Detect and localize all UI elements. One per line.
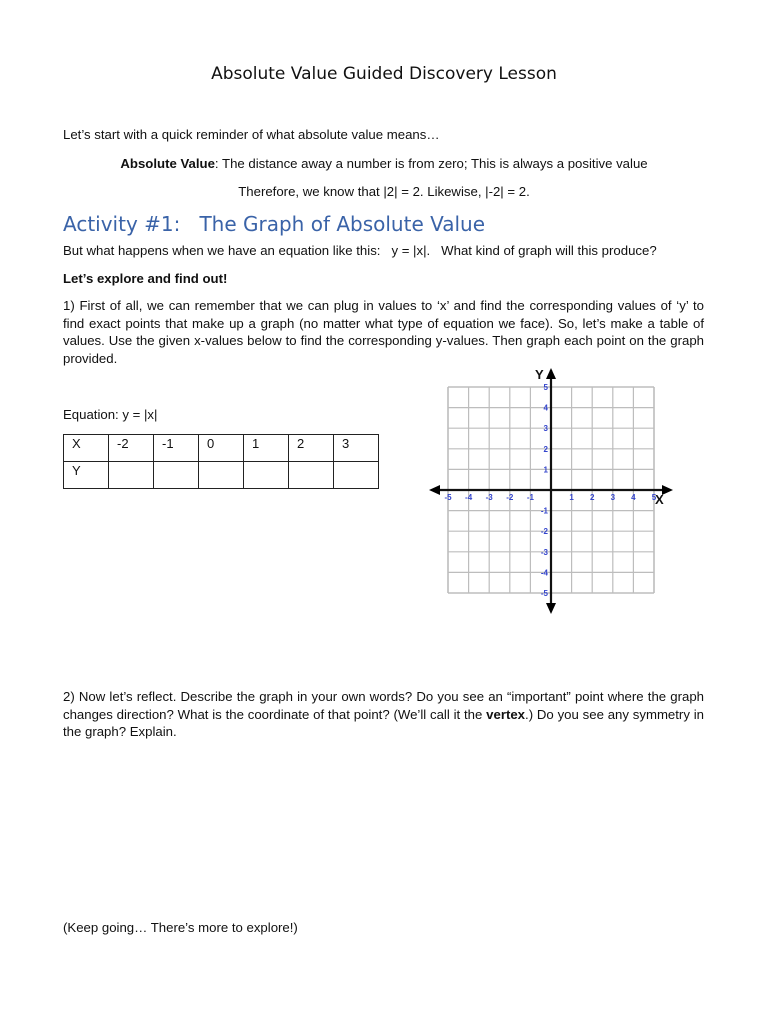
y-tick-label: -4 [540,568,548,578]
x-tick-label: -4 [465,493,473,502]
table-cell-y[interactable] [199,462,244,489]
y-axis-arrow-top [546,368,556,379]
y-tick-label: -5 [540,589,548,598]
activity-heading: Activity #1: The Graph of Absolute Value [63,212,486,236]
step2-part1: 2) Now let’s reflect. Describe the graph in your own words? Do you see an “important” point where the graph changes direction? What is the coordinate of that point? (We’ll call it the [63,689,704,722]
therefore-text: Therefore, we know that |2| = 2. Likewise, |-2| = 2. [238,184,530,199]
definition-text: : The distance away a number is from zero; This is always a positive value [214,156,648,171]
x-tick-label: -5 [444,493,452,502]
intro-text: Let’s start with a quick reminder of what absolute value means… [63,127,440,142]
y-axis-label: Y [535,367,544,382]
x-tick-label: -3 [485,493,493,502]
equation-label: Equation: y = |x| [63,407,158,422]
table-header-x: X [64,435,109,462]
table-cell-x: 2 [289,435,334,462]
step2-part2: .) Do you see any symmetry in the graph? Explain. [63,706,704,739]
question-text: But what happens when we have an equation like this: y = |x|. What kind of graph will this produce? [63,243,657,258]
definition [0,155,768,173]
x-tick-label: 2 [589,493,595,502]
table-cell-x: 1 [244,435,289,462]
definition-term: Absolute Value [120,156,215,171]
table-cell-x: -2 [109,435,154,462]
table-row-y [64,462,379,489]
y-tick-label: 5 [543,383,548,392]
explore-text: Let’s explore and find out! [63,271,228,286]
table-row-x [64,435,379,462]
table-cell-x: 3 [334,435,379,462]
vertex-term: vertex [486,706,526,722]
y-tick-label: 3 [543,424,548,434]
table-cell-y[interactable] [109,462,154,489]
x-tick-label: 5 [651,493,657,502]
table-cell-y[interactable] [154,462,199,489]
y-tick-label: -2 [540,527,548,537]
step1-text: 1) First of all, we can remember that we can plug in values to ‘x’ and find the corresponding values of ‘y’ to find exact points that make up a graph (no matter what type of equation we face). So, let’s make a table of values. Use the given x-values below to find the corresponding y-values. Then graph each point on the graph provided. [63,298,704,366]
x-tick-label: 3 [610,493,616,502]
page-title: Absolute Value Guided Discovery Lesson [211,64,557,84]
table-cell-x: -1 [154,435,199,462]
table-cell-y[interactable] [334,462,379,489]
x-tick-label: -2 [506,493,514,502]
x-axis-label: X [655,492,664,507]
coordinate-grid[interactable] [427,366,677,616]
table-cell-x: 0 [199,435,244,462]
x-tick-label: 4 [631,493,636,502]
y-tick-label: -3 [540,547,548,557]
x-tick-label: -1 [526,493,534,502]
table-cell-y[interactable] [244,462,289,489]
keep-going-text: (Keep going… There’s more to explore!) [63,920,298,935]
y-tick-label: -1 [540,506,548,516]
table-cell-y[interactable] [289,462,334,489]
step2-text [63,688,704,741]
x-axis-arrow-left [429,485,440,495]
table-header-y: Y [64,462,109,489]
y-tick-label: 4 [543,403,548,413]
y-tick-label: 2 [543,444,548,454]
y-tick-label: 1 [543,465,548,475]
x-tick-label: 1 [569,493,574,502]
y-axis-arrow-bottom [546,603,556,614]
values-table [63,434,379,489]
